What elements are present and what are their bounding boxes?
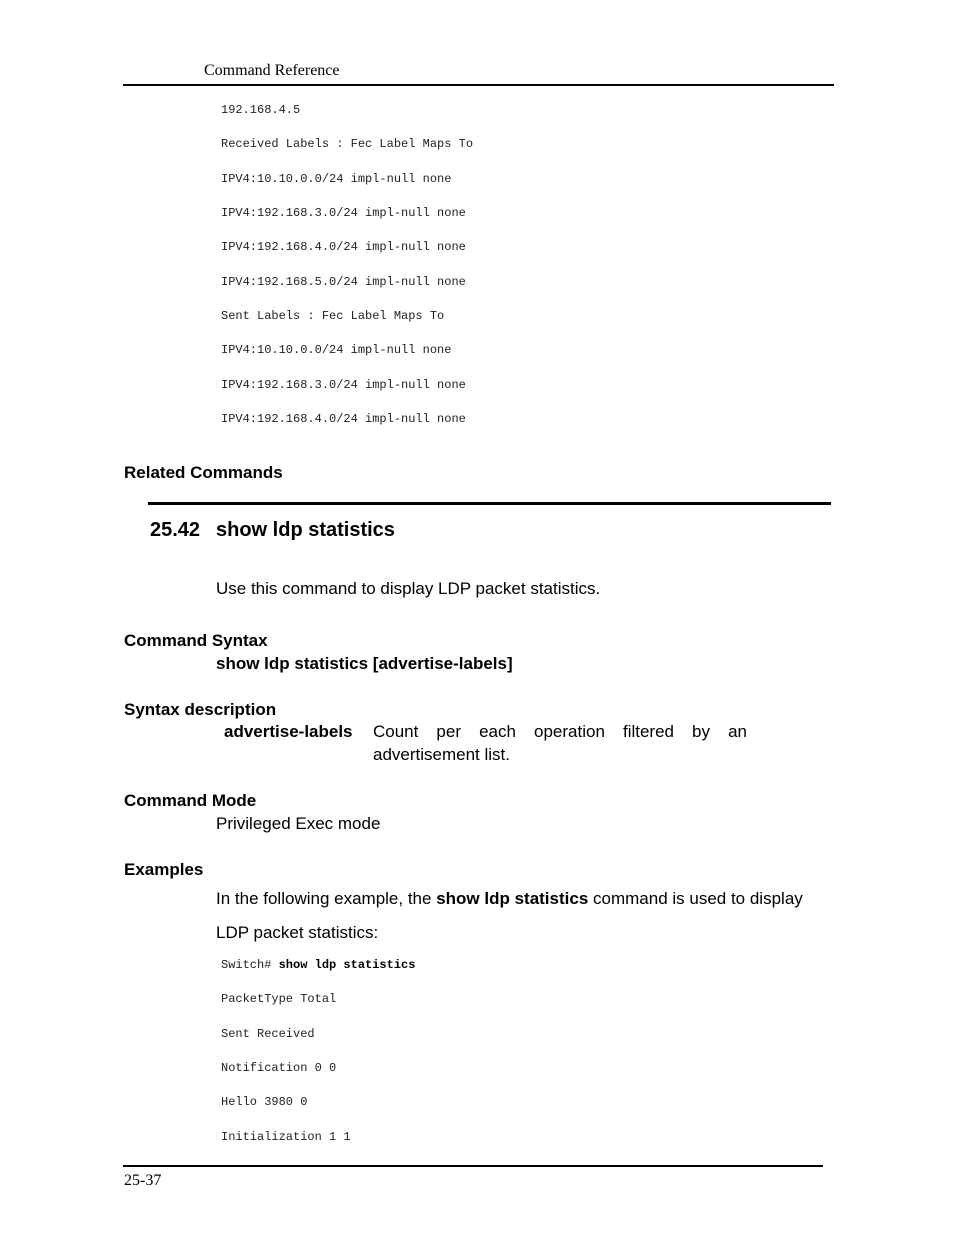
code-line: IPV4:192.168.5.0/24 impl-null none [221,275,466,289]
code-line: IPV4:192.168.3.0/24 impl-null none [221,206,466,220]
syntax-description-heading: Syntax description [124,700,277,719]
code-line: 192.168.4.5 [221,103,301,117]
page-number: 25-37 [124,1172,162,1189]
command-mode-heading: Command Mode [124,791,257,810]
code-line: Sent Labels : Fec Label Maps To [221,309,445,323]
section-name: show ldp statistics [216,519,395,541]
footer-rule [123,1165,823,1167]
section-title [150,519,395,542]
code-line: IPV4:192.168.3.0/24 impl-null none [221,378,466,392]
cli-prompt: Switch# [221,958,279,972]
running-header: Command Reference [204,62,340,79]
output-line: Hello 3980 0 [221,1095,308,1109]
output-line: Notification 0 0 [221,1061,337,1075]
examples-text-line2: LDP packet statistics: [216,923,379,942]
header-rule [123,84,834,86]
related-commands-heading: Related Commands [124,463,283,482]
syntax-term-description: Count per each operation filtered by an advertisement list. [373,722,747,764]
command-syntax: show ldp statistics [advertise-labels] [216,654,513,673]
intro-text: Use this command to display LDP packet statistics. [216,579,601,598]
syntax-term: advertise-labels [224,722,353,741]
section-number: 25.42 [150,519,201,541]
code-line: Received Labels : Fec Label Maps To [221,137,474,151]
examples-command-ref: show ldp statistics [436,889,589,908]
section-rule [148,502,831,505]
code-line: IPV4:10.10.0.0/24 impl-null none [221,343,452,357]
examples-text-before: In the following example, the [216,889,437,908]
command-syntax-heading: Command Syntax [124,631,268,650]
example-prompt-line [221,958,415,972]
command-mode: Privileged Exec mode [216,814,381,833]
cli-command: show ldp statistics [278,958,416,972]
output-line: Initialization 1 1 [221,1130,351,1144]
examples-text-after: command is used to display [588,889,803,908]
code-line: IPV4:192.168.4.0/24 impl-null none [221,240,466,254]
code-line: IPV4:192.168.4.0/24 impl-null none [221,412,466,426]
output-line: Sent Received [221,1027,315,1041]
examples-text [216,889,803,909]
code-line: IPV4:10.10.0.0/24 impl-null none [221,172,452,186]
output-line: PacketType Total [221,992,337,1006]
examples-heading: Examples [124,860,204,879]
